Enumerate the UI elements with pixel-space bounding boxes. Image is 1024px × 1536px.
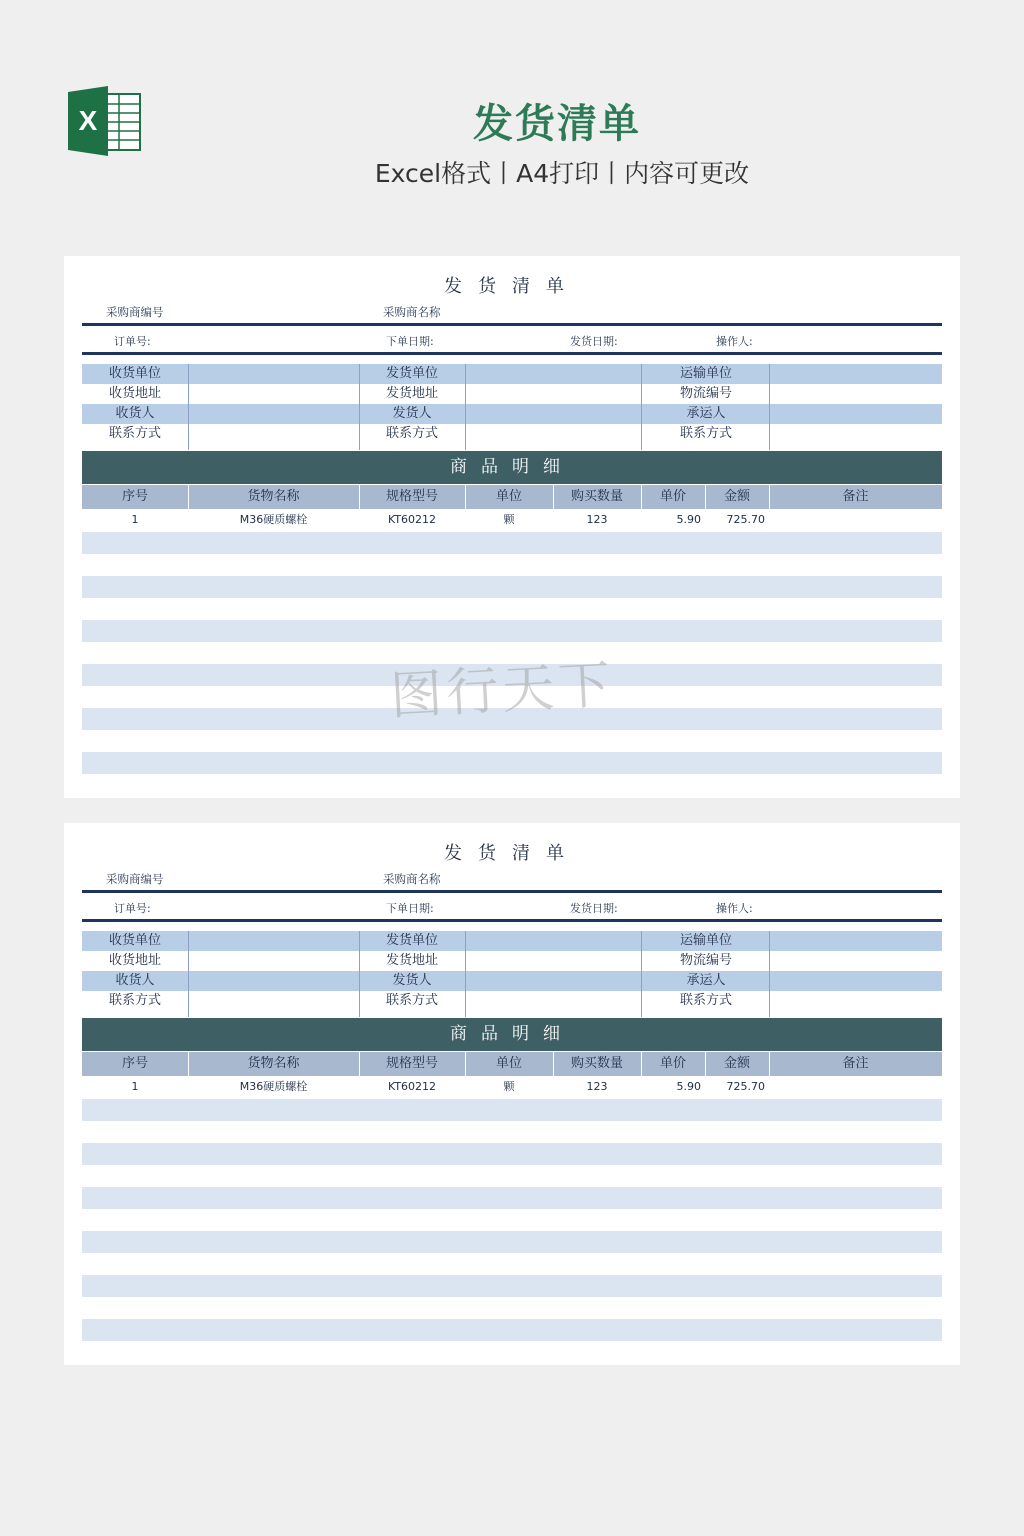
info-label: 收货单位 — [108, 933, 161, 948]
info-label: 承运人 — [686, 973, 726, 988]
order-row — [82, 900, 942, 918]
grid-line — [359, 485, 360, 509]
column-header: 备注 — [842, 489, 869, 504]
supplier-no-label: 采购商编号 — [106, 872, 164, 886]
invoice-sheet-2 — [64, 823, 960, 1365]
info-row — [82, 931, 942, 951]
divider — [82, 890, 942, 893]
grid-line — [188, 1052, 189, 1076]
cell-price: 5.90 — [676, 1080, 701, 1093]
info-label: 联系方式 — [679, 993, 732, 1008]
info-label: 联系方式 — [385, 426, 438, 441]
empty-row — [82, 532, 942, 554]
info-label: 发货人 — [392, 406, 432, 421]
supplier-row — [82, 871, 942, 889]
info-label: 收货单位 — [108, 366, 161, 381]
column-header-row — [82, 485, 942, 509]
info-row — [82, 991, 942, 1011]
column-header: 单价 — [659, 489, 686, 504]
info-label: 物流编号 — [679, 386, 732, 401]
info-row — [82, 424, 942, 444]
watermark: 图行天下 — [388, 655, 616, 727]
order-date-label: 下单日期: — [386, 902, 434, 915]
info-label: 发货单位 — [385, 933, 438, 948]
info-label: 联系方式 — [679, 426, 732, 441]
info-label: 运输单位 — [679, 933, 732, 948]
grid-line — [769, 485, 770, 509]
empty-row — [82, 752, 942, 774]
supplier-no-label: 采购商编号 — [106, 305, 164, 319]
info-row — [82, 951, 942, 971]
empty-row — [82, 1099, 942, 1121]
grid-line — [188, 485, 189, 509]
divider — [82, 919, 942, 922]
order-date-label: 下单日期: — [386, 335, 434, 348]
table-row — [82, 509, 942, 531]
cell-qty: 123 — [586, 1080, 608, 1093]
column-header: 规格型号 — [385, 489, 438, 504]
cell-spec: KT60212 — [387, 513, 437, 526]
page-title: 发货清单 — [473, 101, 641, 147]
info-label: 收货人 — [115, 406, 155, 421]
sheet-title: 发货清单 — [444, 843, 580, 864]
ship-date-label: 发货日期: — [570, 335, 618, 348]
cell-unit: 颗 — [503, 1080, 515, 1093]
order-no-label: 订单号: — [114, 902, 151, 915]
cell-price: 5.90 — [676, 513, 701, 526]
grid-line — [553, 485, 554, 509]
grid-line — [359, 931, 360, 1017]
sheet-title: 发货清单 — [444, 276, 580, 297]
column-header: 规格型号 — [385, 1056, 438, 1071]
column-header: 序号 — [121, 1056, 148, 1071]
grid-line — [641, 364, 642, 450]
grid-line — [359, 1052, 360, 1076]
svg-text:X: X — [78, 105, 98, 136]
grid-line — [641, 931, 642, 1017]
cell-qty: 123 — [586, 513, 608, 526]
info-label: 发货人 — [392, 973, 432, 988]
info-label: 运输单位 — [679, 366, 732, 381]
column-header: 购买数量 — [570, 1056, 623, 1071]
order-no-label: 订单号: — [114, 335, 151, 348]
operator-label: 操作人: — [716, 902, 753, 915]
info-label: 联系方式 — [108, 426, 161, 441]
grid-line — [641, 485, 642, 509]
empty-row — [82, 1319, 942, 1341]
grid-line — [769, 364, 770, 450]
grid-line — [359, 364, 360, 450]
order-row — [82, 333, 942, 351]
cell-name: M36硬质螺栓 — [239, 1080, 308, 1093]
grid-line — [553, 1052, 554, 1076]
cell-no: 1 — [131, 513, 139, 526]
column-header: 购买数量 — [570, 489, 623, 504]
grid-line — [465, 485, 466, 509]
empty-row — [82, 1275, 942, 1297]
info-block — [82, 931, 942, 1017]
cell-amount: 725.70 — [726, 513, 765, 526]
grid-line — [769, 1052, 770, 1076]
supplier-row — [82, 304, 942, 322]
column-header: 货物名称 — [247, 1056, 300, 1071]
grid-line — [465, 931, 466, 1017]
info-label: 发货单位 — [385, 366, 438, 381]
supplier-name-label: 采购商名称 — [383, 305, 441, 319]
info-block — [82, 364, 942, 450]
column-header-row — [82, 1052, 942, 1076]
column-header: 单位 — [495, 1056, 522, 1071]
page-subtitle: Excel格式丨A4打印丨内容可更改 — [374, 159, 750, 188]
empty-row — [82, 1187, 942, 1209]
table-row — [82, 1076, 942, 1098]
grid-line — [705, 1052, 706, 1076]
info-row — [82, 404, 942, 424]
grid-line — [465, 1052, 466, 1076]
info-label: 收货地址 — [108, 386, 161, 401]
operator-label: 操作人: — [716, 335, 753, 348]
empty-row — [82, 1143, 942, 1165]
grid-line — [188, 931, 189, 1017]
info-label: 物流编号 — [679, 953, 732, 968]
empty-row — [82, 1231, 942, 1253]
detail-header: 商品明细 — [82, 451, 942, 484]
info-row — [82, 971, 942, 991]
supplier-name-label: 采购商名称 — [383, 872, 441, 886]
column-header: 备注 — [842, 1056, 869, 1071]
column-header: 单位 — [495, 489, 522, 504]
cell-unit: 颗 — [503, 513, 515, 526]
ship-date-label: 发货日期: — [570, 902, 618, 915]
cell-spec: KT60212 — [387, 1080, 437, 1093]
detail-header: 商品明细 — [82, 1018, 942, 1051]
column-header: 金额 — [723, 489, 750, 504]
cell-no: 1 — [131, 1080, 139, 1093]
info-label: 收货人 — [115, 973, 155, 988]
cell-amount: 725.70 — [726, 1080, 765, 1093]
grid-line — [641, 1052, 642, 1076]
grid-line — [188, 364, 189, 450]
column-header: 序号 — [121, 489, 148, 504]
info-label: 联系方式 — [108, 993, 161, 1008]
divider — [82, 323, 942, 326]
page-header — [0, 0, 1024, 230]
info-label: 收货地址 — [108, 953, 161, 968]
info-label: 发货地址 — [385, 953, 438, 968]
info-row — [82, 364, 942, 384]
grid-line — [465, 364, 466, 450]
info-label: 发货地址 — [385, 386, 438, 401]
info-label: 联系方式 — [385, 993, 438, 1008]
divider — [82, 352, 942, 355]
column-header: 货物名称 — [247, 489, 300, 504]
grid-line — [705, 485, 706, 509]
info-row — [82, 384, 942, 404]
cell-name: M36硬质螺栓 — [239, 513, 308, 526]
grid-line — [769, 931, 770, 1017]
empty-row — [82, 620, 942, 642]
column-header: 金额 — [723, 1056, 750, 1071]
info-label: 承运人 — [686, 406, 726, 421]
column-header: 单价 — [659, 1056, 686, 1071]
empty-row — [82, 576, 942, 598]
